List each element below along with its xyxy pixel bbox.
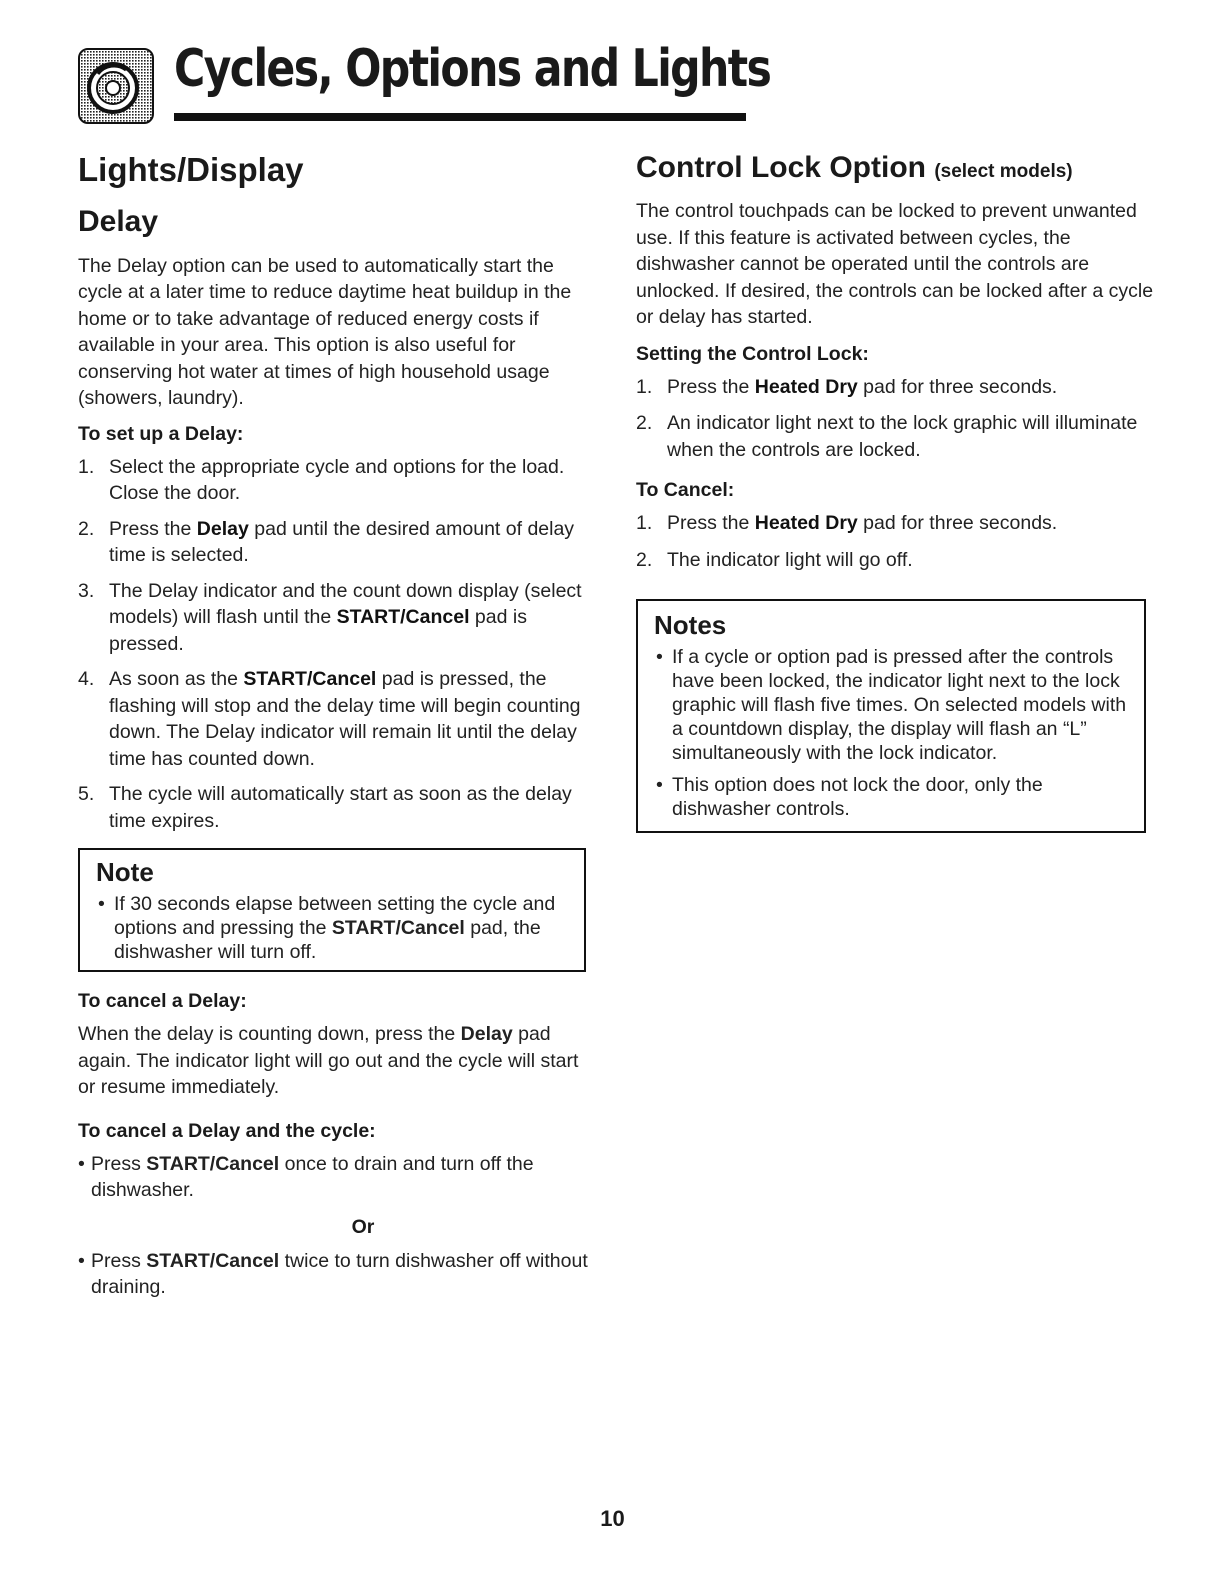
step-number: 2. — [78, 517, 95, 540]
option-text: twice to turn dishwasher off without draining. — [91, 1249, 588, 1299]
control-lock-intro: The control touchpads can be locked to prevent unwanted use. If this feature is activated between cycles, the dishwasher cannot be operated until the controls are unlocked. If desired, the controls can be locked after a cycle or delay has started. — [636, 200, 1154, 328]
left-column — [78, 150, 588, 1301]
step-number: 1. — [636, 375, 653, 398]
cancel-cycle-option — [78, 1151, 588, 1204]
dishwasher-dial-icon — [78, 48, 154, 124]
cancel-delay-cycle-heading: To cancel a Delay and the cycle: — [78, 1119, 376, 1142]
step-bold: Delay — [196, 517, 249, 540]
option-text: Press — [91, 1152, 147, 1175]
step-bold: Heated Dry — [754, 512, 858, 534]
option-text: Press — [91, 1249, 147, 1272]
bullet-dot: • — [78, 1249, 85, 1272]
right-column — [636, 150, 1156, 833]
note-item — [654, 645, 1130, 765]
control-lock-heading — [636, 150, 1156, 186]
to-cancel-steps — [636, 510, 1156, 573]
option-bold: START/Cancel — [146, 1152, 280, 1175]
or-separator: Or — [351, 1215, 375, 1238]
setup-step — [78, 781, 588, 834]
step-text: pad until the desired amount of delay time is selected. — [109, 517, 575, 567]
setting-control-lock-steps — [636, 374, 1156, 464]
note-text: If 30 seconds elapse between setting the cycle and options and pressing the — [114, 893, 556, 940]
step-text: pad is pressed, the flashing will stop and the delay time will begin counting down. The Delay indicator will remain lit until the delay time has counted down. — [109, 668, 581, 770]
bullet-dot: • — [78, 1152, 85, 1175]
setup-delay-heading: To set up a Delay: — [78, 422, 244, 445]
bullet-dot: • — [656, 774, 663, 796]
step-text: Press the — [667, 512, 755, 534]
step-number: 1. — [636, 512, 653, 534]
setup-step — [78, 578, 588, 658]
step-text: Select the appropriate cycle and options for the load. Close the door. — [109, 455, 565, 505]
cancel-step — [636, 547, 1156, 574]
option-bold: START/Cancel — [146, 1249, 280, 1272]
setup-step — [78, 516, 588, 569]
step-number: 2. — [636, 412, 653, 434]
step-text: Press the — [667, 375, 755, 398]
page-header — [78, 39, 771, 127]
notes-title: Notes — [654, 610, 727, 640]
cancel-delay-text — [78, 1021, 588, 1101]
delay-intro: The Delay option can be used to automatically start the cycle at a later time to reduce daytime heat buildup in the home or to take advantage of reduced energy costs if available in your area. This option is also useful for conserving hot water at times of high household usage (showers, laundry). — [78, 254, 572, 410]
step-bold: Heated Dry — [754, 375, 858, 398]
note-item — [96, 892, 570, 964]
cancel-step — [636, 510, 1156, 537]
setup-step — [78, 666, 588, 772]
step-text: Press the — [109, 517, 197, 540]
cancel-cycle-option — [78, 1248, 588, 1301]
to-cancel-heading: To Cancel: — [636, 479, 735, 501]
step-text: The cycle will automatically start as soon as the delay time expires. — [109, 783, 572, 832]
step-text: pad for three seconds. — [857, 375, 1058, 398]
bullet-dot: • — [656, 646, 663, 668]
step-text: An indicator light next to the lock graphic will illuminate when the controls are locked. — [667, 412, 1138, 461]
lock-step — [636, 374, 1156, 401]
control-lock-title-suffix: (select models) — [934, 161, 1073, 182]
note-box — [78, 848, 586, 972]
cancel-delay-heading: To cancel a Delay: — [78, 990, 247, 1013]
cancel-text-pre: When the delay is counting down, press the — [78, 1023, 461, 1046]
notes-list — [654, 645, 1130, 821]
note-text: pad, the dishwasher will turn off. — [114, 917, 541, 964]
lock-step — [636, 410, 1156, 463]
note-item — [654, 773, 1130, 821]
note-text: This option does not lock the door, only the dishwasher controls. — [672, 774, 1043, 820]
step-number: 1. — [78, 455, 95, 478]
title-underline — [174, 113, 746, 121]
step-text: The indicator light will go off. — [667, 548, 913, 571]
step-number: 5. — [78, 783, 95, 806]
setup-delay-steps — [78, 454, 588, 835]
section-title-lights-display: Lights/Display — [78, 151, 304, 188]
setting-control-lock-heading: Setting the Control Lock: — [636, 342, 869, 365]
option-text: once to drain and turn off the dishwasher. — [91, 1152, 534, 1202]
control-lock-title: Control Lock Option — [636, 151, 926, 184]
page-number: 10 — [600, 1506, 625, 1531]
step-number: 2. — [636, 548, 653, 571]
cancel-text-bold: Delay — [460, 1023, 513, 1046]
step-text: pad for three seconds. — [857, 512, 1058, 534]
step-text: The Delay indicator and the count down display (select models) will flash until the — [109, 579, 582, 629]
note-text: If a cycle or option pad is pressed after the controls have been locked, the indicator light next to the lock graphic will flash five times. On selected models with a countdown display, the display will flash an “L” simultaneously with the lock indicator. — [672, 646, 1127, 764]
notes-box — [636, 599, 1146, 833]
step-text: As soon as the — [109, 668, 244, 691]
delay-heading: Delay — [78, 204, 159, 238]
page-title: Cycles, Options and Lights — [174, 39, 771, 99]
setup-step — [78, 454, 588, 507]
note-title: Note — [96, 857, 154, 888]
step-bold: START/Cancel — [336, 606, 470, 629]
cancel-text-post: pad again. The indicator light will go out and the cycle will start or resume immediately. — [78, 1023, 579, 1099]
note-list — [96, 892, 570, 964]
step-number: 4. — [78, 668, 95, 691]
step-bold: START/Cancel — [243, 668, 377, 691]
bullet-dot: • — [98, 893, 105, 916]
note-bold: START/Cancel — [331, 917, 465, 940]
step-number: 3. — [78, 579, 95, 602]
step-text: pad is pressed. — [109, 606, 527, 655]
